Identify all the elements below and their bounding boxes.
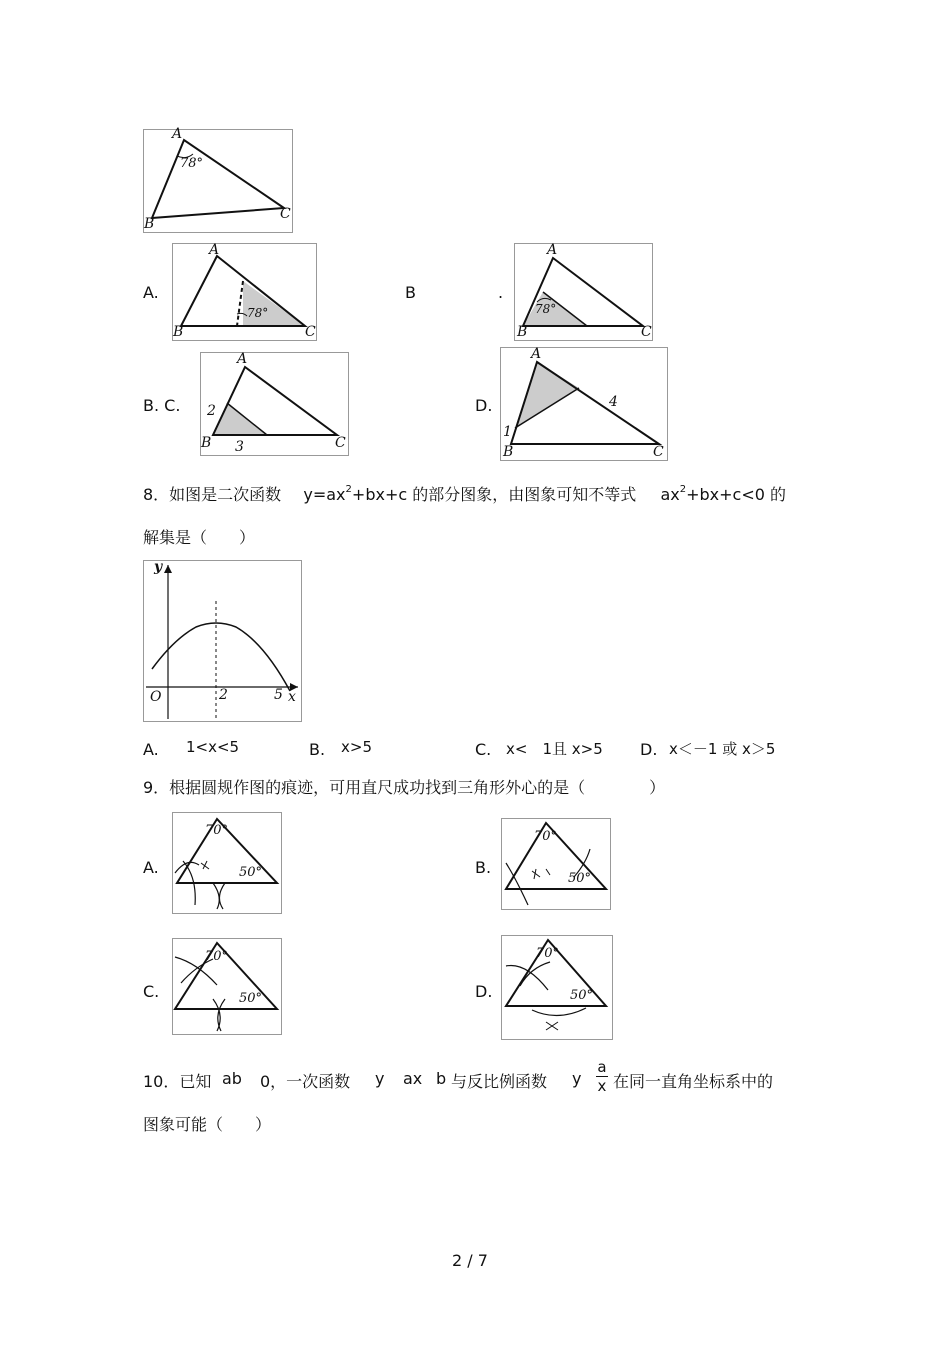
q8-option-b-label: B.: [309, 740, 326, 759]
q7-option-a-figure: [172, 243, 317, 341]
vertex-a-label: A: [209, 242, 220, 258]
q7-main-figure: [143, 126, 293, 233]
q8-function: $y=ax^2+bx+c$: [303, 483, 408, 504]
q8-text-suffix: 的: [770, 485, 787, 504]
q8-option-a-text: 1<x<5: [186, 738, 240, 756]
page-number: 2 / 7: [452, 1251, 488, 1270]
y-axis-label: y: [154, 559, 163, 575]
angle-50-label: 50°: [239, 991, 263, 1006]
side-label-2: 2: [207, 403, 216, 419]
angle-label: 78°: [247, 306, 269, 320]
q9-option-c-figure: [172, 938, 282, 1035]
q8-option-b-text: x>5: [341, 738, 372, 756]
q8-question-line2: 解集是（ ）: [143, 528, 256, 547]
q8-option-d-label: D.: [640, 740, 658, 759]
q9-option-a-figure: [172, 812, 282, 914]
side-label-1: 1: [503, 424, 512, 440]
side-label-3: 3: [235, 439, 244, 455]
q10-fraction: [596, 1058, 608, 1095]
q10-linear-ax: ax: [403, 1069, 423, 1088]
angle-70-label: 70°: [205, 823, 229, 838]
q8-inequality: $ax^2+bx+c<0$: [660, 483, 765, 504]
q9-option-d-figure: [501, 935, 613, 1040]
q7-option-a-label: A.: [143, 283, 159, 302]
q8-option-c-text: x< 1且 x>5: [506, 740, 603, 758]
q10-text-prefix: 10．已知: [143, 1072, 212, 1091]
angle-50-label: 50°: [239, 865, 263, 880]
angle-70-label: 70°: [205, 949, 229, 964]
vertex-b-label: B: [517, 324, 528, 340]
q10-inverse-y: y: [572, 1069, 582, 1088]
vertex-c-label: C: [305, 324, 316, 340]
q10-linear-b: b: [436, 1069, 447, 1088]
q9-question: 9．根据圆规作图的痕迹，可用直尺成功找到三角形外心的是（ ）: [143, 778, 666, 797]
vertex-b-label: B: [173, 324, 184, 340]
q8-question-line1: [143, 482, 786, 505]
vertex-c-label: C: [280, 206, 291, 222]
fraction-numerator: a: [597, 1058, 607, 1076]
q8-option-d-text: x＜－1 或 x＞5: [669, 740, 776, 758]
vertex-a-label: A: [547, 242, 558, 258]
vertex-a-label: A: [172, 126, 183, 142]
angle-50-label: 50°: [568, 871, 592, 886]
q9-option-b-figure: [501, 818, 611, 910]
q10-text-middle: 与反比例函数: [451, 1072, 548, 1091]
q7-option-d-label: D.: [475, 396, 493, 415]
angle-70-label: 70°: [536, 946, 560, 961]
q10-text-suffix: 在同一直角坐标系中的: [613, 1072, 774, 1091]
q7-option-d-figure: [500, 347, 668, 461]
angle-label: 78°: [535, 302, 557, 316]
q7-option-b-label: B: [405, 283, 416, 302]
q7-option-c-figure: [200, 352, 349, 456]
vertex-b-label: B: [144, 216, 155, 232]
angle-70-label: 70°: [534, 829, 558, 844]
q7-option-b-figure: [514, 243, 653, 341]
tick-5-label: 5: [274, 687, 283, 703]
vertex-b-label: B: [503, 444, 514, 460]
vertex-a-label: A: [237, 351, 248, 367]
vertex-b-label: B: [201, 435, 212, 451]
q8-option-c-label: C.: [475, 740, 492, 759]
origin-label: O: [150, 689, 162, 705]
q9-option-c-label: C.: [143, 982, 160, 1001]
q10-question-line2: 图象可能（ ）: [143, 1115, 272, 1134]
tick-2-label: 2: [219, 687, 228, 703]
q9-option-d-label: D.: [475, 982, 493, 1001]
vertex-a-label: A: [531, 346, 542, 362]
angle-label: 78°: [180, 156, 204, 171]
q8-text-prefix: 8．如图是二次函数: [143, 485, 282, 504]
q8-parabola-graph: [143, 560, 302, 722]
q9-option-a-label: A.: [143, 858, 159, 877]
vertex-c-label: C: [641, 324, 652, 340]
q10-linear-y: y: [375, 1069, 385, 1088]
side-label-4: 4: [609, 394, 618, 410]
vertex-c-label: C: [335, 435, 346, 451]
fraction-denominator: x: [597, 1077, 607, 1095]
q10-ab: ab: [222, 1069, 242, 1088]
q10-condition: 0，一次函数: [260, 1072, 351, 1091]
q9-option-b-label: B.: [475, 858, 492, 877]
vertex-c-label: C: [653, 444, 664, 460]
q7-option-b-dot: .: [498, 283, 504, 302]
q7-option-c-label: B. C.: [143, 396, 181, 415]
q8-option-a-label: A.: [143, 740, 159, 759]
q8-text-middle: 的部分图象，由图象可知不等式: [412, 485, 637, 504]
angle-50-label: 50°: [570, 988, 594, 1003]
x-axis-label: x: [288, 689, 296, 705]
